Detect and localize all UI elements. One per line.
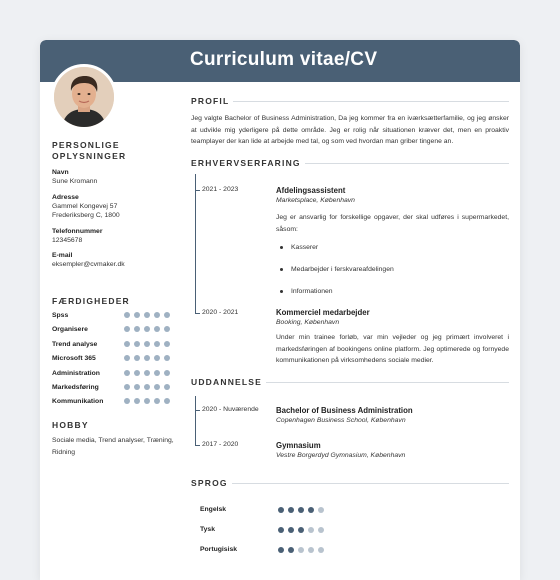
list-item-text: Informationen: [291, 288, 333, 295]
field-label: Navn: [52, 169, 69, 176]
rating-dot-icon: [318, 507, 324, 513]
hobby-section: [52, 420, 177, 459]
rating-dot-icon: [144, 370, 150, 376]
rating-dot-icon: [134, 341, 140, 347]
rating-dot-icon: [318, 527, 324, 533]
page-title: Curriculum vitae/CV: [190, 49, 378, 70]
rating-dot-icon: [298, 507, 304, 513]
job-employer: Booking, København: [276, 319, 340, 326]
list-item-text: Kasserer: [291, 244, 319, 251]
job-title: Kommerciel medarbejder: [276, 308, 370, 317]
skill-name: Markedsføring: [52, 383, 99, 391]
language-name: Engelsk: [200, 506, 227, 513]
rating-dot-icon: [318, 547, 324, 553]
bullet-icon: [280, 246, 283, 249]
bullet-icon: [280, 290, 283, 293]
rating-dot-icon: [308, 507, 314, 513]
language-rating: [278, 507, 328, 525]
rating-dot-icon: [154, 326, 160, 332]
rating-dot-icon: [164, 326, 170, 332]
timeline-tick: [195, 445, 200, 446]
rating-dot-icon: [298, 527, 304, 533]
profile-text: Jeg valgte Bachelor of Business Administration, Da jeg kommer fra en iværksætterfamilie, og jeg ønsker at udvikle mig yderligere på dette område. Jeg er rolig når situationen kræver det, men en proaktiv teamplayer der kan lide at arbejde med tal, og som ved hvordan man griber tingene an.: [191, 115, 509, 145]
field-value: eksempler@cvmaker.dk: [52, 261, 125, 268]
skill-name: Trend analyse: [52, 340, 98, 348]
field-label: E-mail: [52, 252, 73, 259]
language-row: [200, 526, 400, 538]
rating-dot-icon: [134, 370, 140, 376]
rating-dot-icon: [124, 312, 130, 318]
skill-rating: [124, 398, 174, 416]
rating-dot-icon: [164, 341, 170, 347]
heading-divider: [191, 483, 509, 484]
skills-section: [52, 296, 177, 411]
experience-heading: [191, 158, 509, 170]
skills-list: [52, 310, 177, 411]
cv-header: [40, 40, 520, 82]
timeline-tick: [195, 190, 200, 191]
profile-heading: [191, 96, 509, 108]
rating-dot-icon: [278, 507, 284, 513]
field-value: Sune Kromann: [52, 178, 98, 185]
rating-dot-icon: [288, 547, 294, 553]
skills-title: FÆRDIGHEDER: [52, 296, 130, 306]
list-item: [276, 266, 394, 273]
rating-dot-icon: [134, 398, 140, 404]
rating-dot-icon: [154, 398, 160, 404]
skill-row: [52, 339, 177, 353]
languages-heading: [191, 478, 509, 490]
rating-dot-icon: [154, 341, 160, 347]
heading-divider: [191, 101, 509, 102]
job-date: 2021 - 2023: [202, 186, 239, 193]
rating-dot-icon: [164, 312, 170, 318]
experience-title: ERHVERVSERFARING: [191, 158, 305, 168]
education-entry: [276, 441, 509, 461]
rating-dot-icon: [134, 355, 140, 361]
rating-dot-icon: [144, 384, 150, 390]
education-title: UDDANNELSE: [191, 377, 266, 387]
rating-dot-icon: [144, 398, 150, 404]
skill-row: [52, 382, 177, 396]
rating-dot-icon: [144, 326, 150, 332]
hobby-title: HOBBY: [52, 420, 89, 430]
education-timeline: [195, 396, 196, 446]
skill-name: Kommunikation: [52, 398, 104, 406]
rating-dot-icon: [164, 355, 170, 361]
skill-name: Administration: [52, 369, 100, 377]
rating-dot-icon: [164, 384, 170, 390]
portrait-image: [54, 67, 114, 127]
rating-dot-icon: [164, 370, 170, 376]
bullet-icon: [280, 268, 283, 271]
rating-dot-icon: [288, 507, 294, 513]
rating-dot-icon: [124, 355, 130, 361]
rating-dot-icon: [308, 527, 314, 533]
avatar: [51, 64, 117, 130]
job-entry: [276, 308, 509, 367]
skill-row: [52, 310, 177, 324]
rating-dot-icon: [144, 312, 150, 318]
skill-row: [52, 368, 177, 382]
profile-title: PROFIL: [191, 96, 233, 106]
rating-dot-icon: [154, 384, 160, 390]
education-heading: [191, 377, 509, 389]
rating-dot-icon: [298, 547, 304, 553]
education-school: Vestre Borgerdyd Gymnasium, København: [276, 452, 406, 459]
job-employer: Marketsplace, København: [276, 197, 355, 204]
rating-dot-icon: [144, 341, 150, 347]
timeline-tick: [195, 410, 200, 411]
rating-dot-icon: [278, 547, 284, 553]
education-entry: [276, 406, 509, 426]
rating-dot-icon: [124, 384, 130, 390]
cv-sheet: [40, 40, 520, 580]
list-item: [276, 288, 333, 295]
job-date: 2020 - 2021: [202, 309, 239, 316]
field-value: Frederiksberg C, 1800: [52, 212, 120, 219]
field-value: Gammel Kongevej 57: [52, 202, 118, 210]
job-description: Jeg er ansvarlig for forskellige opgaver, der skal udføres i supermarkedet, såsom:: [276, 214, 509, 233]
language-rating: [278, 527, 328, 545]
skill-name: Spss: [52, 312, 69, 319]
rating-dot-icon: [134, 312, 140, 318]
language-name: Portugisisk: [200, 546, 238, 553]
rating-dot-icon: [308, 547, 314, 553]
field-value: 12345678: [52, 236, 83, 244]
skill-row: [52, 396, 177, 410]
rating-dot-icon: [144, 355, 150, 361]
rating-dot-icon: [134, 384, 140, 390]
list-item-text: Medarbejder i ferskvareafdelingen: [291, 266, 394, 273]
education-date: 2020 - Nuværende: [202, 406, 259, 413]
education-date: 2017 - 2020: [202, 441, 239, 448]
rating-dot-icon: [124, 326, 130, 332]
field-label: Telefonnummer: [52, 227, 103, 235]
education-school: Copenhagen Business School, København: [276, 417, 406, 424]
rating-dot-icon: [278, 527, 284, 533]
languages-title: SPROG: [191, 478, 232, 488]
education-title: Gymnasium: [276, 441, 321, 450]
skill-row: [52, 324, 177, 338]
personal-info-fields: [52, 168, 182, 270]
skill-name: Organisere: [52, 326, 88, 334]
language-row: [200, 506, 400, 518]
rating-dot-icon: [124, 370, 130, 376]
language-rating: [278, 547, 328, 565]
rating-dot-icon: [154, 355, 160, 361]
rating-dot-icon: [124, 341, 130, 347]
field-label: Adresse: [52, 193, 79, 201]
rating-dot-icon: [154, 312, 160, 318]
skill-name: Microsoft 365: [52, 355, 96, 363]
personal-info-section: [52, 140, 182, 270]
rating-dot-icon: [288, 527, 294, 533]
rating-dot-icon: [154, 370, 160, 376]
job-title: Afdelingsassistent: [276, 186, 346, 195]
hobby-text: Sociale media, Trend analyser, Træning, Ridning: [52, 437, 174, 456]
list-item: [276, 244, 318, 251]
skill-row: [52, 353, 177, 367]
job-description: Under min trainee forløb, var min vejleder og jeg primært involveret i markedsføringen af bookingens online platform. Jeg optimerede og fornyede kommunikationen på virksomhedens sociale medier.: [276, 334, 509, 364]
rating-dot-icon: [124, 398, 130, 404]
personal-info-title: PERSONLIGE OPLYSNINGER: [52, 140, 127, 161]
experience-timeline: [195, 174, 196, 314]
rating-dot-icon: [134, 326, 140, 332]
rating-dot-icon: [164, 398, 170, 404]
language-row: [200, 546, 400, 558]
language-name: Tysk: [200, 526, 215, 533]
job-entry: [276, 186, 509, 235]
education-title: Bachelor of Business Administration: [276, 406, 413, 415]
timeline-tick: [195, 313, 200, 314]
